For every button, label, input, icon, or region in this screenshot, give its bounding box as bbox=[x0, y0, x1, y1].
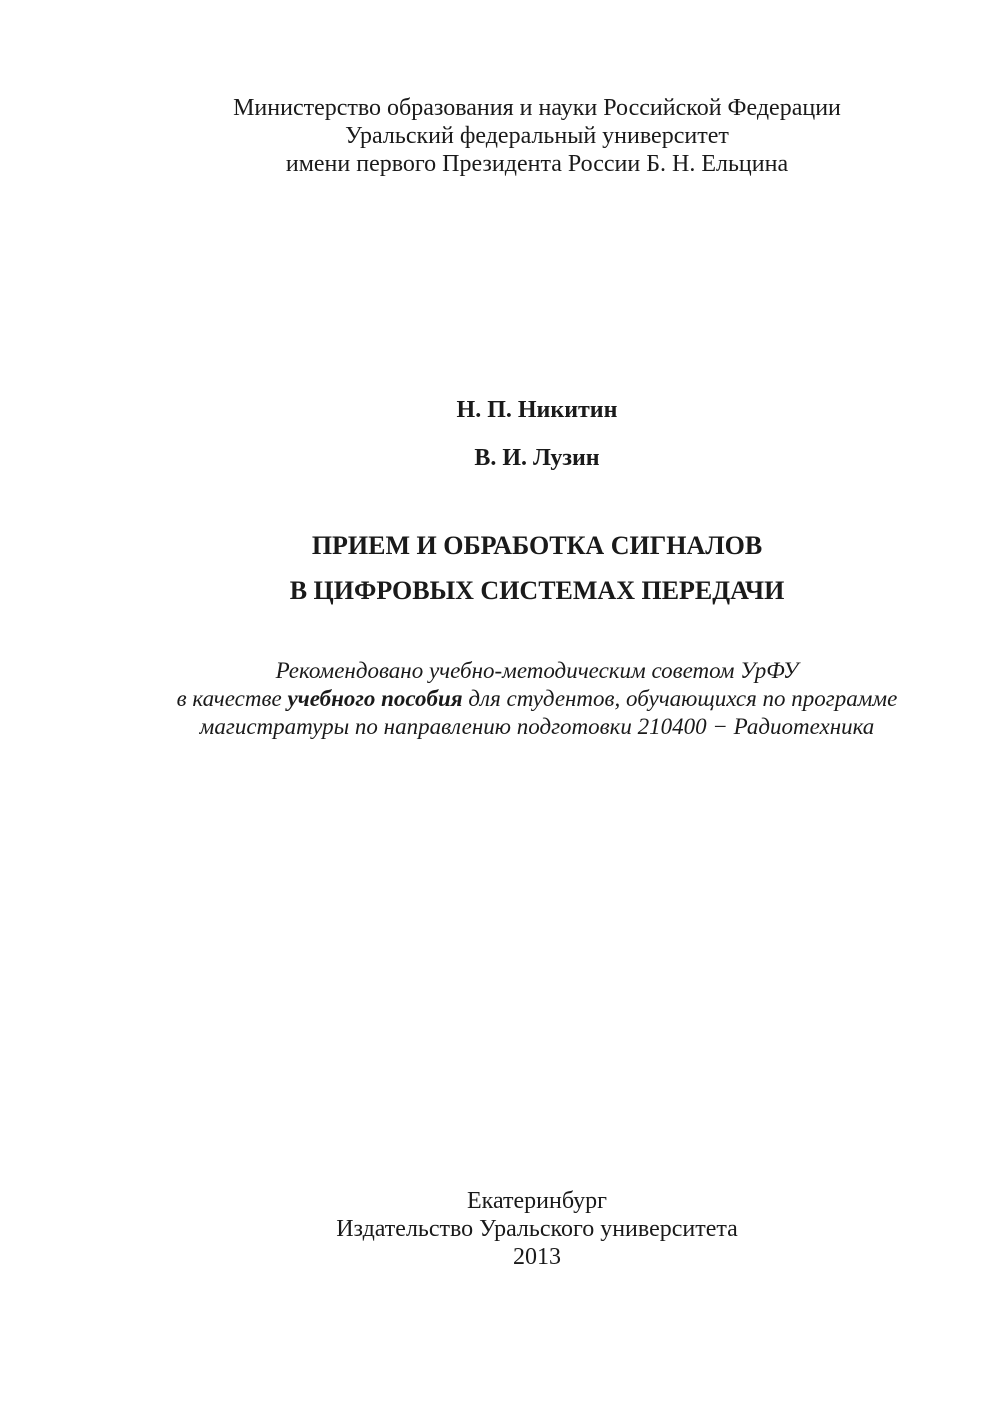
authors bbox=[0, 386, 1004, 482]
recommendation-line-2 bbox=[0, 685, 1004, 713]
recommendation-line-2-suffix: для студентов, обучающихся по программе bbox=[462, 686, 898, 711]
title-line-1: ПРИЕМ И ОБРАБОТКА СИГНАЛОВ bbox=[311, 531, 763, 560]
book-title bbox=[0, 523, 1004, 613]
ministry-line: Министерство образования и науки Российской Федерации bbox=[233, 95, 841, 121]
institution-header bbox=[0, 94, 1004, 178]
author-1: Н. П. Никитин bbox=[456, 397, 618, 423]
imprint-publisher: Издательство Уральского университета bbox=[336, 1216, 738, 1242]
university-namesake-line: имени первого Президента России Б. Н. Ельцина bbox=[285, 151, 789, 177]
imprint-city: Екатеринбург bbox=[467, 1188, 607, 1214]
imprint-year: 2013 bbox=[513, 1244, 561, 1270]
recommendation-emphasis: учебного пособия bbox=[287, 686, 463, 711]
title-line-2: В ЦИФРОВЫХ СИСТЕМАХ ПЕРЕДАЧИ bbox=[289, 576, 785, 605]
university-line: Уральский федеральный университет bbox=[345, 123, 729, 149]
recommendation-line-2-prefix: в качестве bbox=[176, 686, 288, 711]
recommendation-line-1: Рекомендовано учебно-методическим советом УрФУ bbox=[275, 658, 799, 683]
imprint bbox=[0, 1187, 1004, 1271]
author-2: В. И. Лузин bbox=[474, 445, 600, 471]
recommendation-line-3: магистратуры по направлению подготовки 210400 − Радиотехника bbox=[199, 714, 875, 739]
recommendation-note bbox=[0, 657, 1004, 741]
